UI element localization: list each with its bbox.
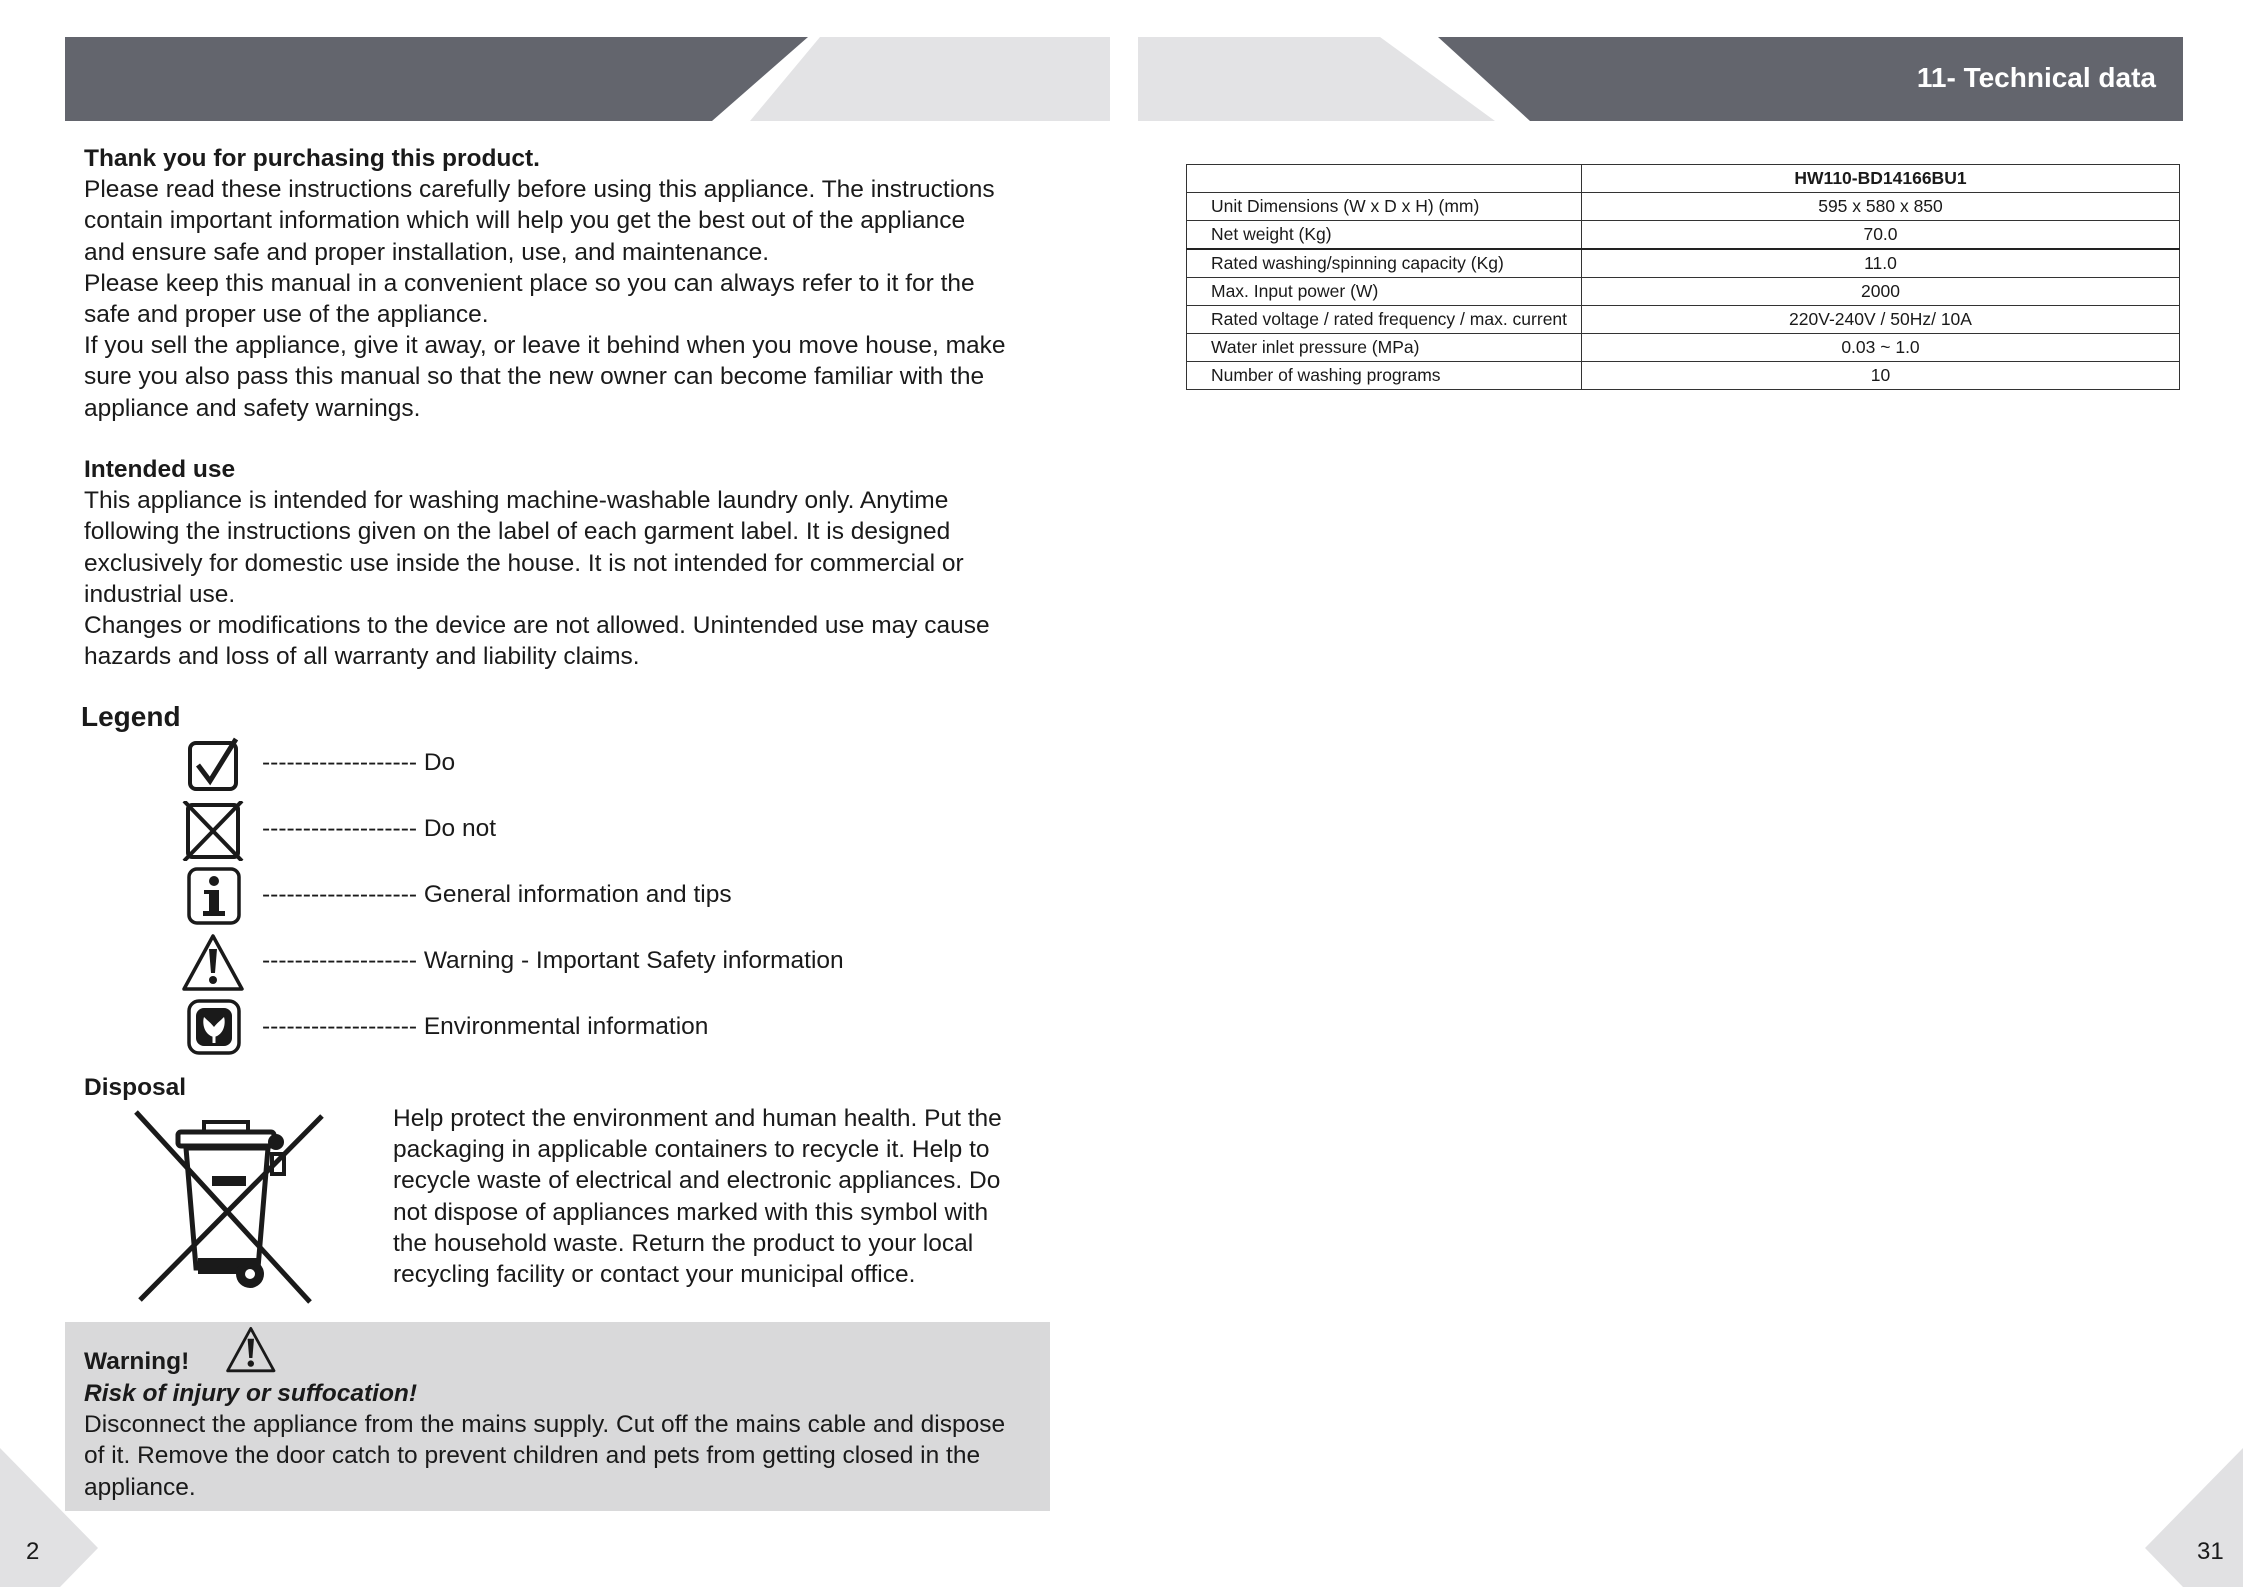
- table-header-empty: [1187, 165, 1582, 193]
- intended-use-line: following the instructions given on the label of each garment label. It is designed: [84, 518, 951, 546]
- disposal-line: packaging in applicable containers to recycle it. Help to: [393, 1136, 990, 1164]
- disposal-line: recycle waste of electrical and electronic appliances. Do: [393, 1167, 1001, 1195]
- warning-triangle-icon: [224, 1326, 276, 1374]
- intro-line: contain important information which will help you get the best out of the appliance: [84, 207, 966, 235]
- table-row-value: 11.0: [1582, 249, 2180, 278]
- disposal-line: not dispose of appliances marked with this symbol with: [393, 1198, 989, 1226]
- table-row: [1187, 334, 2180, 362]
- warning-body: [84, 1378, 1054, 1503]
- legend-label: ------------------- Warning - Important Safety information: [262, 947, 844, 974]
- intro-heading: Thank you for purchasing this product.: [84, 145, 540, 172]
- table-row-label: Rated washing/spinning capacity (Kg): [1187, 249, 1582, 278]
- intro-line: safe and proper use of the appliance.: [84, 301, 489, 329]
- intended-use-heading: Intended use: [84, 456, 236, 483]
- left-header-light-tab: [750, 37, 1110, 121]
- table-row-value: 70.0: [1582, 221, 2180, 250]
- table-row: [1187, 221, 2180, 250]
- cross-box-icon: [180, 801, 244, 861]
- legend-label: ------------------- Environmental information: [262, 1013, 709, 1040]
- intended-use-line: hazards and loss of all warranty and liability claims.: [84, 643, 640, 671]
- warning-line: appliance.: [84, 1473, 196, 1501]
- table-row-value: 10: [1582, 362, 2180, 390]
- table-row: [1187, 306, 2180, 334]
- intro-line: Please keep this manual in a convenient place so you can always refer to it for the: [84, 269, 975, 297]
- left-page-corner: [0, 1448, 100, 1587]
- legend-label: ------------------- General information and tips: [262, 881, 732, 908]
- disposal-text: [393, 1103, 1073, 1290]
- disposal-heading: Disposal: [84, 1074, 187, 1101]
- section-title: 11- Technical data: [1916, 62, 2156, 93]
- intended-use-line: exclusively for domestic use inside the house. It is not intended for commercial or: [84, 549, 964, 577]
- check-box-icon: [180, 735, 244, 795]
- intro-line: Please read these instructions carefully before using this appliance. The instructions: [84, 176, 995, 204]
- legend-item-environment: [180, 999, 980, 1059]
- warning-line: Disconnect the appliance from the mains supply. Cut off the mains cable and dispose: [84, 1411, 1006, 1439]
- table-row-label: Unit Dimensions (W x D x H) (mm): [1187, 193, 1582, 221]
- table-row-value: 595 x 580 x 850: [1582, 193, 2180, 221]
- table-row: [1187, 193, 2180, 221]
- table-row: [1187, 362, 2180, 390]
- intro-line: and ensure safe and proper installation, use, and maintenance.: [84, 238, 770, 266]
- intro-section: [84, 143, 1064, 424]
- table-row-label: Max. Input power (W): [1187, 278, 1582, 306]
- intro-line: appliance and safety warnings.: [84, 394, 421, 422]
- environment-icon: [180, 999, 244, 1059]
- legend-label: ------------------- Do: [262, 749, 456, 776]
- legend-item-info: [180, 867, 980, 927]
- right-page-corner: [2143, 1448, 2243, 1587]
- legend-item-do-not: [180, 801, 980, 861]
- intro-line: If you sell the appliance, give it away, or leave it behind when you move house, make: [84, 332, 1006, 360]
- disposal-line: recycling facility or contact your municipal office.: [393, 1261, 916, 1289]
- table-row-label: Rated voltage / rated frequency / max. current: [1187, 306, 1582, 334]
- left-header-band: [0, 0, 2243, 130]
- table-row: [1187, 249, 2180, 278]
- legend-item-do: [180, 735, 980, 795]
- left-header-dark-tab: [65, 37, 808, 121]
- intended-use-section: [84, 454, 1064, 672]
- intended-use-line: Changes or modifications to the device are not allowed. Unintended use may cause: [84, 612, 990, 640]
- model-number: HW110-BD14166BU1: [1582, 165, 2180, 193]
- intended-use-line: industrial use.: [84, 580, 236, 608]
- disposal-line: Help protect the environment and human health. Put the: [393, 1105, 1002, 1132]
- table-row-label: Number of washing programs: [1187, 362, 1582, 390]
- warning-line: of it. Remove the door catch to prevent children and pets from getting closed in the: [84, 1442, 981, 1470]
- legend-label: ------------------- Do not: [262, 815, 497, 842]
- disposal-line: the household waste. Return the product to your local: [393, 1229, 974, 1257]
- warning-title: Warning!: [84, 1348, 190, 1375]
- table-row-label: Water inlet pressure (MPa): [1187, 334, 1582, 362]
- intended-use-line: This appliance is intended for washing machine-washable laundry only. Anytime: [84, 487, 949, 515]
- table-row-label: Net weight (Kg): [1187, 221, 1582, 250]
- right-page-number: 31: [2197, 1538, 2224, 1565]
- legend-item-warning: [180, 933, 980, 993]
- table-row: [1187, 278, 2180, 306]
- left-page-number: 2: [26, 1538, 40, 1565]
- info-icon: [180, 867, 244, 927]
- table-row-value: 220V-240V / 50Hz/ 10A: [1582, 306, 2180, 334]
- legend-heading: Legend: [81, 701, 181, 732]
- crossed-out-bin-icon: [132, 1108, 328, 1304]
- technical-data-table: [1186, 164, 2180, 390]
- warning-triangle-icon: [180, 933, 244, 993]
- table-header-row: [1187, 165, 2180, 193]
- right-header-light-tab: [1138, 37, 1495, 121]
- warning-subtitle: Risk of injury or suffocation!: [84, 1380, 418, 1407]
- table-row-value: 2000: [1582, 278, 2180, 306]
- table-row-value: 0.03 ~ 1.0: [1582, 334, 2180, 362]
- intro-line: sure you also pass this manual so that the new owner can become familiar with the: [84, 363, 985, 391]
